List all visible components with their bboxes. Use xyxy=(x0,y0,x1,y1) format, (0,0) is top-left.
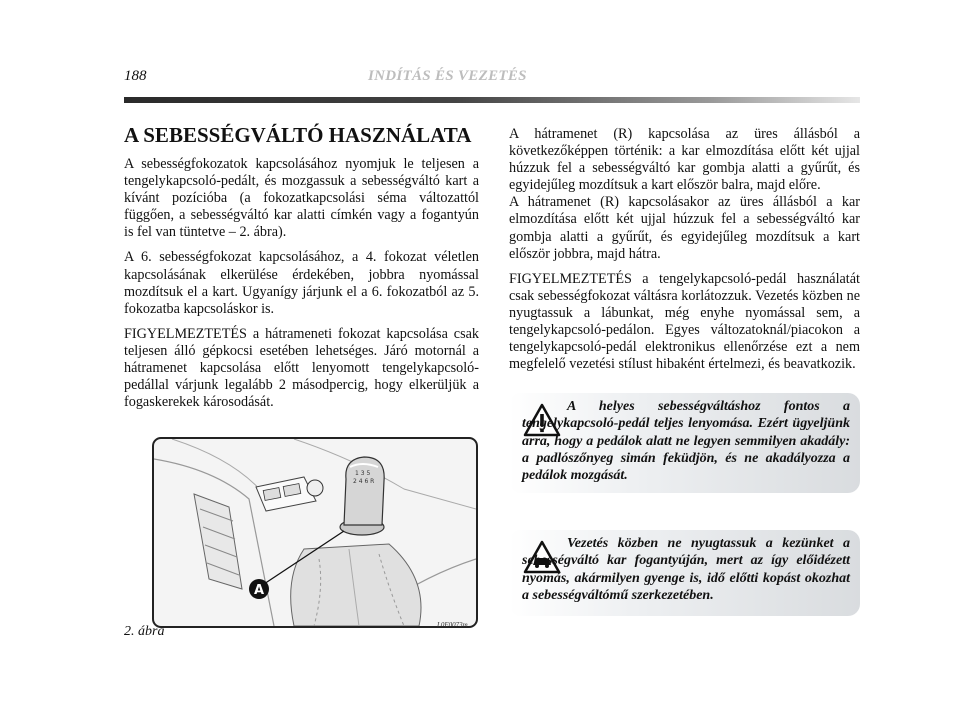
page-title: A SEBESSÉGVÁLTÓ HASZNÁLATA xyxy=(124,123,472,147)
air-vent-icon xyxy=(194,494,242,589)
paragraph: A 6. sebességfokozat kapcsolásához, a 4. fokozat véletlen kapcsolásának elkerülése érdekében, jobbra nyomással mozdítsuk el a kart. Ugyanígy járjunk el a 6. fokozatból az 5. fokozatba kapcsoláskor is. xyxy=(124,249,479,317)
paragraph: A hátramenet (R) kapcsolása az üres állásból a következőképpen történik: a kar elmozdítása előtt két ujjal húzzuk fel a sebességváltó kar gombja alatti a gyűrűt, és egyidejűleg mozdítsuk a kart először balra, majd előre. xyxy=(509,126,860,194)
warning-text: Vezetés közben ne nyugtassuk a kezünket a sebességváltó kar fogantyúján, mert az így előidézett nyomás, akármilyen gyenge is, idő előtti kopást okozhat a sebességváltómű szerkezetében. xyxy=(522,536,850,603)
svg-text:2 4 6 R: 2 4 6 R xyxy=(353,478,375,485)
page-number: 188 xyxy=(124,68,147,84)
gear-knob-icon xyxy=(344,457,384,525)
warning-box xyxy=(509,530,860,616)
paragraph: A hátramenet (R) kapcsolásakor az üres állásból a kar elmozdítása előtt két ujjal húzzuk fel a sebességváltó kar gombja alatti a gyűrűt, és egyidejűleg mozdítsuk a kart először jobbra, majd hátra. xyxy=(509,194,860,262)
header-rule xyxy=(124,97,860,103)
right-column xyxy=(509,126,860,381)
figure-caption: 2. ábra xyxy=(124,624,165,639)
section-title: INDÍTÁS ÉS VEZETÉS xyxy=(368,68,527,84)
callout-label: A xyxy=(253,583,265,598)
gear-boot-icon xyxy=(291,544,421,626)
paragraph: FIGYELMEZTETÉS a hátrameneti fokozat kapcsolása csak teljesen álló gépkocsi esetében lehetséges. Járó motornál a hátramenet kapcsolása előtt lenyomott tengelykapcsoló-pedállal várjunk legalább 2 másodpercig, hogy elkerüljük a fogaskerekek károsodását. xyxy=(124,325,479,411)
gear-shifter-drawing xyxy=(154,439,476,626)
warning-box xyxy=(509,393,860,493)
svg-text:1 3 5: 1 3 5 xyxy=(355,470,371,477)
left-column xyxy=(124,156,479,419)
warning-text: A helyes sebességváltáshoz fontos a tengelykapcsoló-pedál teljes lenyomása. Ezért ügyeljünk arra, hogy a pedálok alatt ne legyen semmilyen akadály: a padlószőnyeg simán feküdjön, és ne akadályozza a pedálok mozgását. xyxy=(522,399,850,484)
paragraph: A sebességfokozatok kapcsolásához nyomjuk le teljesen a tengelykapcsoló-pedált, és mozgassuk a sebességváltó kart a kívánt pozícióba (a fokozatkapcsolási séma változattól függően, a sebességváltó kar alatti címkén vagy a fogantyún is fel van tüntetve – 2. ábra). xyxy=(124,156,479,241)
gear-shifter-illustration xyxy=(152,437,478,628)
paragraph: FIGYELMEZTETÉS a tengelykapcsoló-pedál használatát csak sebességfokozat váltásra korlátozzuk. Vezetés közben ne nyugtassuk a lábunkat, még enyhe nyomással sem, a tengelykapcsoló-pedálon. Egyes változatoknál/piacokon a tengelykapcsoló-pedál elektronikus ellenőrzése ezt a nem megfelelő vezetési stílust hibaként értelmezi, és beavatkozik. xyxy=(509,270,860,373)
figure-code: L0E0073m xyxy=(437,621,468,629)
switch-panel-icon xyxy=(256,477,323,511)
